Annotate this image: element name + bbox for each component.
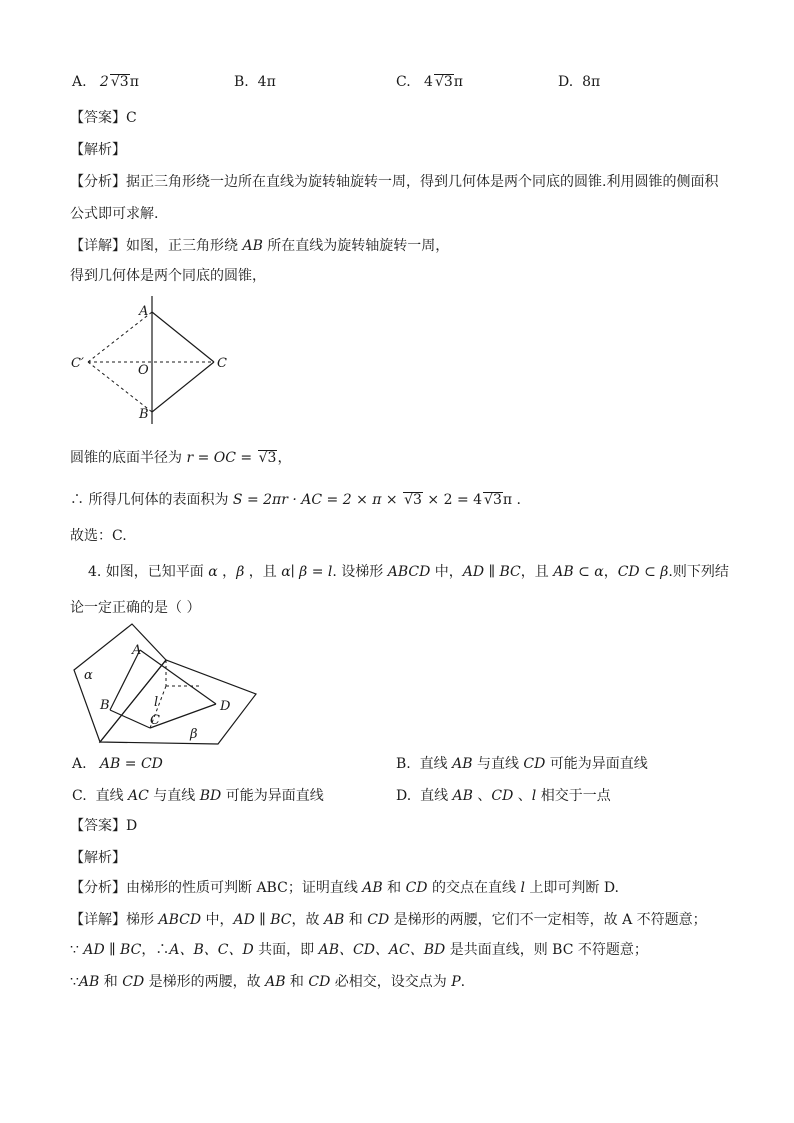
segment-ab	[110, 650, 140, 710]
q4-answer-line: 【答案】D	[70, 818, 138, 834]
sqrt-symbol: √3	[404, 492, 422, 508]
jiexi-heading: 【解析】	[70, 142, 126, 158]
plane-beta	[100, 660, 256, 744]
q4-xiangjie-line-1: 【详解】梯形 ABCD 中，AD ∥ BC，故 AB 和 CD 是梯形的两腰，它们不一定相等，故 A 不符题意；	[70, 912, 707, 928]
segment-ac	[152, 312, 214, 362]
q4-xiangjie-line-2: ∵ AD ∥ BC，∴A、B、C、D 共面，即 AB、CD、AC、BD 是共面直线，则 BC 不符题意；	[70, 942, 648, 958]
fenxi-line-2: 公式即可求解.	[70, 206, 159, 222]
sqrt-symbol: √3	[434, 74, 453, 90]
segment-bc	[110, 710, 150, 728]
segment-c-prime-a	[88, 312, 152, 362]
q4-option-a: A. AB = CD	[72, 756, 163, 772]
option-a: A. 2 √3π	[72, 74, 139, 90]
double-cone-figure	[66, 296, 246, 426]
q4-option-c: C. 直线 AC 与直线 BD 可能为异面直线	[72, 788, 324, 804]
xiangjie-line: 【详解】如图，正三角形绕 AB 所在直线为旋转轴旋转一周，	[70, 238, 450, 254]
radius-line: 圆锥的底面半径为 r = OC = √3，	[70, 450, 292, 466]
label-alpha: α	[84, 668, 93, 683]
q4-xiangjie-line-3: ∵AB 和 CD 是梯形的两腰，故 AB 和 CD 必相交，设交点为 P.	[70, 974, 466, 990]
answer-line: 【答案】C	[70, 110, 137, 126]
sqrt-symbol: √3	[258, 450, 277, 466]
sqrt-symbol: √3	[110, 74, 129, 90]
surface-area-line: ∴ 所得几何体的表面积为 S = 2πr · AC = 2 × π × √3 × 2 = 4 √3π .	[70, 492, 521, 508]
label-a: A	[132, 643, 142, 658]
choose-line: 故选：C.	[70, 528, 127, 544]
label-d: D	[220, 699, 231, 714]
label-b: B	[100, 698, 110, 713]
planes-figure	[70, 620, 270, 750]
q4-fenxi-line: 【分析】由梯形的性质可判断 ABC；证明直线 AB 和 CD 的交点在直线 l 上即可判断 D.	[70, 880, 619, 896]
label-b: B	[139, 407, 149, 422]
q4-option-d: D. 直线 AB 、CD 、l 相交于一点	[396, 788, 611, 804]
option-c: C. 4 √3π	[396, 74, 463, 90]
label-c-prime: C′	[71, 356, 84, 371]
sqrt-symbol: √3	[484, 492, 502, 508]
q4-jiexi-heading: 【解析】	[70, 850, 126, 866]
label-c: C	[150, 713, 160, 728]
xiangjie-line-2: 得到几何体是两个同底的圆锥，	[70, 268, 266, 284]
q4-option-b: B. 直线 AB 与直线 CD 可能为异面直线	[396, 756, 648, 772]
segment-ad	[140, 650, 216, 704]
option-b: B. 4π	[234, 74, 276, 90]
label-beta: β	[190, 727, 198, 742]
option-d: D. 8π	[558, 74, 601, 90]
q4-stem-line-1: 4. 如图，已知平面 α ，β ，且 α∣ β = l. 设梯形 ABCD 中，AD ∥ BC，且 AB ⊂ α，CD ⊂ β.则下列结	[88, 564, 729, 580]
label-o: O	[138, 363, 149, 378]
q4-stem-line-2: 论一定正确的是（ ）	[70, 600, 201, 616]
label-a: A	[139, 304, 149, 319]
fenxi-line: 【分析】据正三角形绕一边所在直线为旋转轴旋转一周，得到几何体是两个同底的圆锥.利用圆锥的侧面积	[70, 174, 719, 190]
label-c: C	[217, 356, 227, 371]
label-l: l	[154, 695, 159, 710]
segment-bc	[152, 362, 214, 412]
